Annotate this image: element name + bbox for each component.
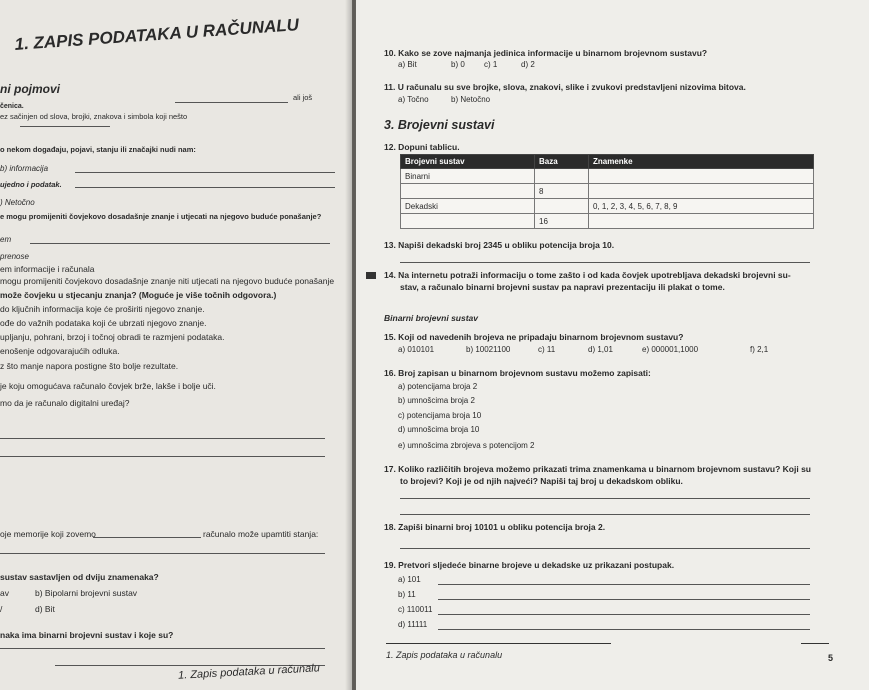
left-text: oje memorije koji zovemo [0, 529, 96, 539]
table-row: 16 [401, 214, 814, 229]
q10-option-c: c) 1 [484, 60, 498, 69]
q10-option-a: a) Bit [398, 60, 417, 69]
left-question: o nekom događaju, pojavi, stanju ili značajki nudi nam: [0, 145, 196, 154]
table-row: Binarni [401, 169, 814, 184]
left-text: ali još [293, 93, 313, 102]
left-page [0, 0, 352, 690]
q10-option-b: b) 0 [451, 60, 465, 69]
right-footer: 1. Zapis podataka u računalu [386, 650, 503, 660]
left-text: em informacije i računala [0, 264, 95, 274]
question-13: 13. Napiši dekadski broj 2345 u obliku potencija broja 10. [384, 240, 615, 250]
left-text: upljanju, pohrani, brzoj i točnoj obradi te razmjeni podataka. [0, 332, 225, 342]
table-row: 8 [401, 184, 814, 199]
left-text: enošenje odgovarajućih odluka. [0, 346, 120, 356]
left-question: e mogu promijeniti čovjekovo dosadašnje znanje i utjecati na njegovo buduće ponašanje? [0, 212, 322, 221]
q16-option-d: d) umnošcima broja 10 [398, 425, 480, 434]
left-question: ujedno i podatak. [0, 180, 62, 189]
left-label-definition: čenica. [0, 103, 24, 110]
table-header: Baza [535, 155, 589, 169]
q15-option-a: a) 010101 [398, 345, 435, 354]
question-17-cont: to brojevi? Koji je od njih najveći? Napiši taj broj u dekadskom obliku. [400, 476, 683, 486]
left-text: računalo može upamtiti stanja: [203, 529, 319, 539]
left-answer: av [0, 588, 9, 598]
question-12: 12. Dopuni tablicu. [384, 142, 460, 152]
question-16: 16. Broj zapisan u binarnom brojevnom sustavu možemo zapisati: [384, 368, 651, 378]
table-header: Brojevni sustav [401, 155, 535, 169]
left-answer: prenose [0, 252, 29, 261]
left-answer: / [0, 604, 3, 614]
q19-item-a: a) 101 [398, 575, 421, 584]
question-14-cont: stav, a računalo binarni brojevni sustav pa napravi prezentaciju ili plakat o tome. [400, 282, 725, 292]
question-11: 11. U računalu su sve brojke, slova, znakovi, slike i zvukovi predstavljeni nizovima bitova. [384, 82, 746, 92]
q15-option-f: f) 2,1 [750, 345, 769, 354]
q19-item-c: c) 110011 [398, 605, 433, 614]
left-text: do ključnih informacija koje će proširiti njegovo znanje. [0, 304, 205, 314]
q15-option-c: c) 11 [538, 345, 556, 354]
q15-option-e: e) 000001,1000 [642, 345, 699, 354]
question-14: 14. Na internetu potraži informaciju o tome zašto i od kada čovjek upotrebljava dekadski brojevni su- [384, 270, 791, 280]
table-row: Dekadski 0, 1, 2, 3, 4, 5, 6, 7, 8, 9 [401, 199, 814, 214]
left-text: ođe do važnih podataka koji će ubrzati njegovo znanje. [0, 318, 207, 328]
question-19: 19. Pretvori sljedeće binarne brojeve u dekadske uz prikazani postupak. [384, 560, 675, 570]
left-question: može čovjeku u stjecanju znanja? (Moguće je više točnih odgovora.) [0, 290, 277, 300]
left-answer: b) Bipolarni brojevni sustav [35, 588, 138, 598]
question-10: 10. Kako se zove najmanja jedinica informacije u binarnom brojevnom sustavu? [384, 48, 708, 58]
left-text: mogu promijeniti čovjekovo dosadašnje znanje niti utjecati na njegovo buduće ponašanje [0, 276, 335, 286]
q15-option-b: b) 10021100 [466, 345, 511, 354]
question-17: 17. Koliko različitih brojeva možemo prikazati trima znamenkama u binarnom brojevnom sustavu? Koji su [384, 464, 811, 474]
q19-item-b: b) 11 [398, 590, 416, 599]
question-15: 15. Koji od navedenih brojeva ne pripadaju binarnom brojevnom sustavu? [384, 332, 684, 342]
left-question: naka ima binarni brojevni sustav i koje su? [0, 630, 174, 640]
left-text: je koju omogućava računalo čovjek brže, lakše i bolje uči. [0, 381, 216, 391]
q15-option-d: d) 1,01 [588, 345, 613, 354]
q16-option-e: e) umnošcima zbrojeva s potencijom 2 [398, 441, 535, 450]
left-answer: em [0, 235, 12, 244]
q16-option-b: b) umnošcima broja 2 [398, 396, 475, 405]
left-answer: b) informacija [0, 164, 49, 173]
task-marker [366, 272, 376, 279]
left-footer: 1. Zapis podataka u računalu [177, 662, 321, 682]
page-number: 5 [828, 653, 834, 663]
left-text: mo da je računalo digitalni uređaj? [0, 398, 130, 408]
number-systems-table [400, 154, 814, 229]
q16-option-a: a) potencijama broja 2 [398, 382, 478, 391]
section-heading-number-systems: 3. Brojevni sustavi [384, 118, 495, 132]
chapter-title: 1. ZAPIS PODATAKA U RAČUNALU [14, 15, 300, 54]
left-text: ez sačinjen od slova, brojki, znakova i simbola koji nešto [0, 112, 188, 121]
q19-item-d: d) 11111 [398, 620, 428, 629]
q10-option-d: d) 2 [521, 60, 535, 69]
left-question: sustav sastavljen od dviju znamenaka? [0, 572, 159, 582]
question-18: 18. Zapiši binarni broj 10101 u obliku potencija broja 2. [384, 522, 606, 532]
subsection-binary: Binarni brojevni sustav [384, 313, 478, 323]
section-heading-concepts: ni pojmovi [0, 82, 60, 96]
q16-option-c: c) potencijama broja 10 [398, 411, 482, 420]
left-text: z što manje napora postigne što bolje rezultate. [0, 361, 179, 371]
q11-option-b: b) Netočno [451, 95, 491, 104]
left-answer: ) Netočno [0, 198, 35, 207]
right-page [356, 0, 869, 690]
table-header: Znamenke [589, 155, 814, 169]
q11-option-a: a) Točno [398, 95, 429, 104]
left-answer: d) Bit [35, 604, 55, 614]
